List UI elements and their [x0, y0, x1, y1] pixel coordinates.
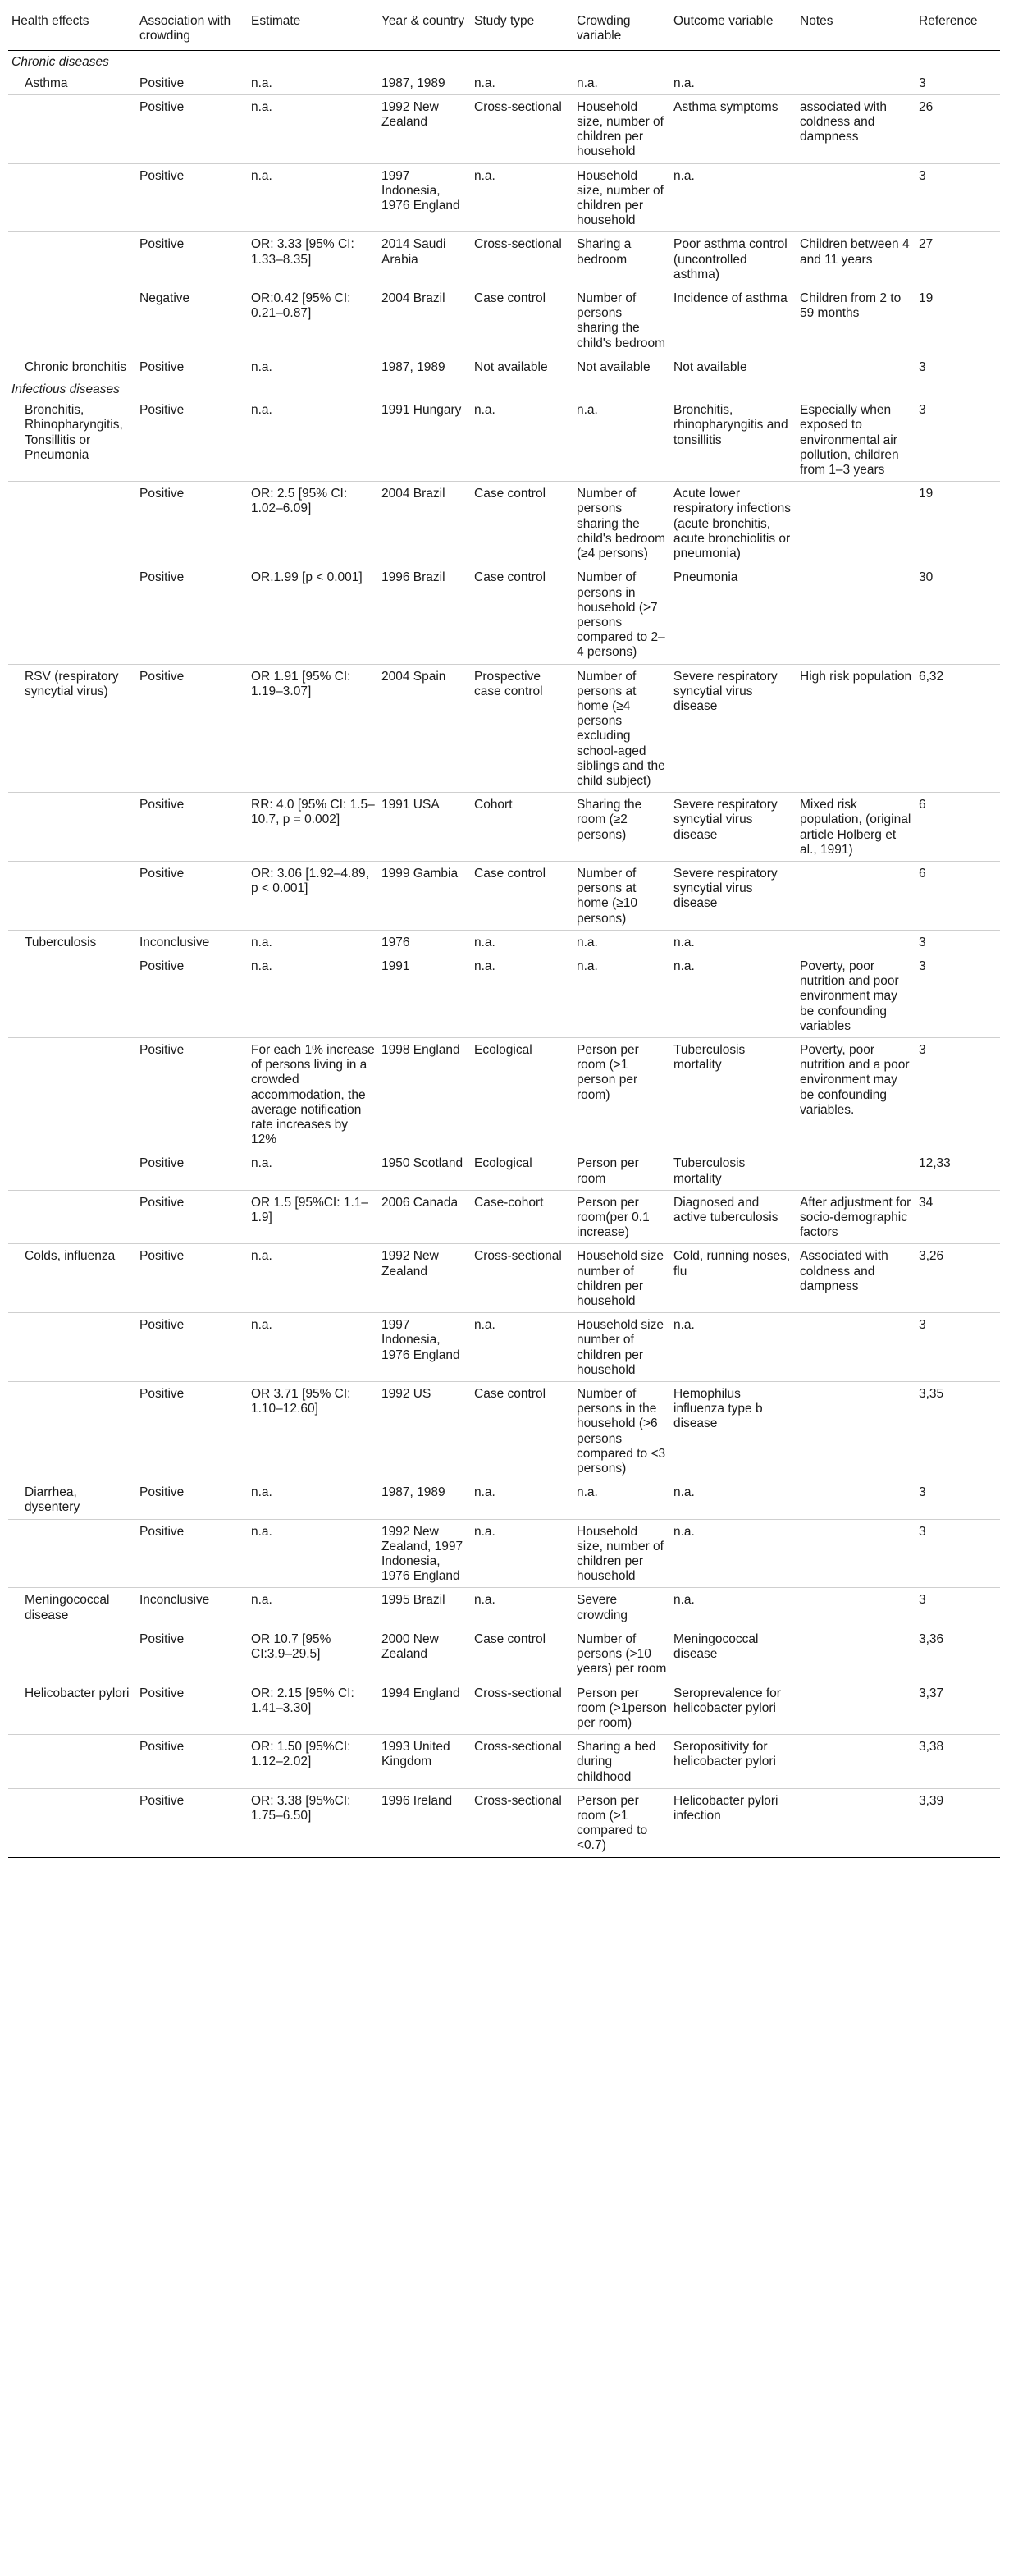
crowding-variable-cell: Household size, number of children per household: [573, 163, 670, 232]
year-country-cell: 2004 Brazil: [378, 482, 471, 565]
estimate-cell: n.a.: [248, 163, 378, 232]
header-outcome-variable: Outcome variable: [673, 14, 774, 28]
association-cell: Positive: [136, 793, 248, 862]
crowding-variable-cell: Household size, number of children per household: [573, 94, 670, 163]
outcome-variable-cell: n.a.: [670, 1588, 797, 1627]
reference-cell: 6: [915, 861, 1000, 930]
reference-cell: 3: [915, 1313, 1000, 1382]
association-cell: Positive: [136, 398, 248, 482]
reference-cell: 12,33: [915, 1151, 1000, 1190]
table-row: [8, 1735, 1000, 1789]
health-effect-cell: [8, 1788, 136, 1857]
table-row: [8, 232, 1000, 286]
notes-cell: [797, 1519, 915, 1588]
health-effect-cell: Meningococcal disease: [8, 1588, 136, 1627]
reference-cell: 3: [915, 1037, 1000, 1151]
notes-cell: [797, 1627, 915, 1681]
reference-cell: 3,38: [915, 1735, 1000, 1789]
category-row: [8, 378, 1000, 398]
crowding-variable-cell: Person per room (>1 compared to <0.7): [577, 1793, 648, 1853]
association-cell: Positive: [136, 71, 248, 95]
table-row: [8, 1037, 1000, 1151]
crowding-variable-cell: Number of persons (>10 years) per room: [573, 1627, 670, 1681]
estimate-cell: OR: 3.33 [95% CI: 1.33–8.35]: [248, 232, 378, 286]
crowding-variable-cell: Person per room(per 0.1 increase): [573, 1190, 670, 1244]
year-country-cell: 1996 Brazil: [378, 565, 471, 664]
year-country-cell: 1992 New Zealand: [378, 94, 471, 163]
year-country-cell: 1993 United Kingdom: [378, 1735, 471, 1789]
estimate-cell: n.a.: [248, 1244, 378, 1313]
year-country-cell: 1996 Ireland: [381, 1793, 453, 1808]
header-year-country: Year & country: [381, 14, 465, 28]
outcome-variable-cell: Tuberculosis mortality: [670, 1037, 797, 1151]
table-row: [8, 355, 1000, 378]
notes-cell: [797, 930, 915, 954]
notes-cell: Children between 4 and 11 years: [797, 232, 915, 286]
study-type-cell: n.a.: [471, 71, 573, 95]
reference-cell: 3: [915, 954, 1000, 1037]
year-country-cell: 2014 Saudi Arabia: [378, 232, 471, 286]
table-row: [8, 1382, 1000, 1480]
outcome-variable-cell: Hemophilus influenza type b disease: [670, 1382, 797, 1480]
study-type-cell: Case-cohort: [471, 1190, 573, 1244]
health-effect-cell: [8, 482, 136, 565]
association-cell: Inconclusive: [136, 930, 248, 954]
crowding-variable-cell: n.a.: [573, 954, 670, 1037]
association-cell: Negative: [136, 286, 248, 355]
health-effect-cell: [8, 1190, 136, 1244]
year-country-cell: 2004 Spain: [378, 664, 471, 793]
table-row: [8, 1588, 1000, 1627]
crowding-variable-cell: Person per room (>1person per room): [573, 1681, 670, 1735]
study-type-cell: n.a.: [471, 163, 573, 232]
association-cell: Positive: [136, 565, 248, 664]
study-type-cell: Cross-sectional: [474, 1793, 562, 1808]
header-health-effects: Health effects: [11, 14, 89, 28]
outcome-variable-cell: Seroprevalence for helicobacter pylori: [670, 1681, 797, 1735]
table-row: [8, 930, 1000, 954]
estimate-cell: n.a.: [248, 954, 378, 1037]
crowding-variable-cell: Person per room (>1 person per room): [573, 1037, 670, 1151]
estimate-cell: n.a.: [248, 398, 378, 482]
association-cell: Positive: [136, 94, 248, 163]
year-country-cell: 1950 Scotland: [378, 1151, 471, 1190]
health-effect-cell: [8, 163, 136, 232]
outcome-variable-cell: Bronchitis, rhinopharyngitis and tonsillitis: [670, 398, 797, 482]
notes-cell: [797, 565, 915, 664]
association-cell: Positive: [136, 232, 248, 286]
crowding-variable-cell: Severe crowding: [573, 1588, 670, 1627]
health-effect-cell: [8, 1382, 136, 1480]
notes-cell: After adjustment for socio-demographic factors: [797, 1190, 915, 1244]
notes-cell: [797, 1151, 915, 1190]
estimate-cell: OR 1.91 [95% CI: 1.19–3.07]: [248, 664, 378, 793]
notes-cell: [797, 1735, 915, 1789]
crowding-variable-cell: n.a.: [573, 930, 670, 954]
health-effect-cell: Diarrhea, dysentery: [8, 1480, 136, 1519]
health-effect-cell: [8, 1627, 136, 1681]
crowding-variable-cell: n.a.: [573, 71, 670, 95]
notes-cell: [797, 1681, 915, 1735]
table-row: [8, 565, 1000, 664]
association-cell: Positive: [136, 1735, 248, 1789]
reference-cell: 3: [915, 163, 1000, 232]
reference-cell: 3: [915, 930, 1000, 954]
year-country-cell: 1998 England: [378, 1037, 471, 1151]
outcome-variable-cell: Severe respiratory syncytial virus disease: [670, 861, 797, 930]
study-type-cell: Case control: [471, 1627, 573, 1681]
crowding-variable-cell: Household size, number of children per household: [573, 1519, 670, 1588]
estimate-cell: OR: 3.38 [95%CI: 1.75–6.50]: [251, 1793, 351, 1823]
year-country-cell: 1991 Hungary: [378, 398, 471, 482]
health-effect-cell: Tuberculosis: [8, 930, 136, 954]
year-country-cell: 1997 Indonesia, 1976 England: [378, 1313, 471, 1382]
outcome-variable-cell: Severe respiratory syncytial virus disease: [670, 664, 797, 793]
reference-cell: 3: [915, 1519, 1000, 1588]
estimate-cell: OR:0.42 [95% CI: 0.21–0.87]: [248, 286, 378, 355]
table-row: [8, 1151, 1000, 1190]
crowding-variable-cell: Sharing the room (≥2 persons): [573, 793, 670, 862]
outcome-variable-cell: Seropositivity for helicobacter pylori: [670, 1735, 797, 1789]
association-cell: Positive: [136, 1244, 248, 1313]
table-header: [8, 7, 1000, 51]
table-row: [8, 94, 1000, 163]
table-row: [8, 1244, 1000, 1313]
association-cell: Positive: [136, 1681, 248, 1735]
table-row: [8, 1313, 1000, 1382]
crowding-variable-cell: Number of persons in the household (>6 persons compared to <3 persons): [573, 1382, 670, 1480]
table-row: [8, 1788, 1000, 1857]
table-row: [8, 1190, 1000, 1244]
notes-cell: [797, 1382, 915, 1480]
crowding-variable-cell: Sharing a bed during childhood: [573, 1735, 670, 1789]
health-effect-cell: [8, 1151, 136, 1190]
study-type-cell: Ecological: [471, 1037, 573, 1151]
reference-cell: 3: [915, 1480, 1000, 1519]
crowding-variable-cell: n.a.: [573, 1480, 670, 1519]
health-effect-cell: [8, 1037, 136, 1151]
health-effect-cell: Asthma: [8, 71, 136, 95]
crowding-variable-cell: Household size number of children per household: [573, 1244, 670, 1313]
estimate-cell: OR: 3.06 [1.92–4.89, p < 0.001]: [248, 861, 378, 930]
table-row: [8, 954, 1000, 1037]
reference-cell: 3,39: [919, 1793, 944, 1808]
association-cell: Positive: [136, 1382, 248, 1480]
study-type-cell: n.a.: [471, 1480, 573, 1519]
reference-cell: 3: [915, 398, 1000, 482]
association-cell: Positive: [136, 482, 248, 565]
crowding-variable-cell: Household size number of children per household: [573, 1313, 670, 1382]
association-cell: Positive: [136, 1519, 248, 1588]
health-effect-cell: [8, 1313, 136, 1382]
estimate-cell: OR.1.99 [p < 0.001]: [248, 565, 378, 664]
table-row: [8, 482, 1000, 565]
year-country-cell: 1987, 1989: [381, 359, 445, 374]
notes-cell: [797, 1313, 915, 1382]
year-country-cell: 1992 US: [378, 1382, 471, 1480]
study-type-cell: Cross-sectional: [471, 1735, 573, 1789]
table-row: [8, 1627, 1000, 1681]
reference-cell: 6,32: [915, 664, 1000, 793]
notes-cell: [797, 71, 915, 95]
health-effect-cell: [8, 1735, 136, 1789]
reference-cell: 3: [919, 359, 926, 374]
association-cell: Positive: [139, 1793, 185, 1808]
estimate-cell: OR 10.7 [95% CI:3.9–29.5]: [248, 1627, 378, 1681]
notes-cell: [797, 163, 915, 232]
health-effect-cell: [8, 286, 136, 355]
year-country-cell: 1992 New Zealand: [378, 1244, 471, 1313]
reference-cell: 6: [915, 793, 1000, 862]
notes-cell: [797, 482, 915, 565]
year-country-cell: 1992 New Zealand, 1997 Indonesia, 1976 England: [378, 1519, 471, 1588]
notes-cell: [797, 1788, 915, 1857]
outcome-variable-cell: n.a.: [670, 71, 797, 95]
study-type-cell: Cross-sectional: [471, 94, 573, 163]
reference-cell: 3: [915, 1588, 1000, 1627]
outcome-variable-cell: Pneumonia: [670, 565, 797, 664]
outcome-variable-cell: Meningococcal disease: [670, 1627, 797, 1681]
category-row: [8, 51, 1000, 71]
header-estimate: Estimate: [251, 14, 301, 28]
header-row: [8, 7, 1000, 51]
reference-cell: 30: [915, 565, 1000, 664]
estimate-cell: n.a.: [248, 1519, 378, 1588]
estimate-cell: OR: 2.15 [95% CI: 1.41–3.30]: [248, 1681, 378, 1735]
year-country-cell: 1987, 1989: [378, 71, 471, 95]
health-effect-cell: Helicobacter pylori: [8, 1681, 136, 1735]
study-type-cell: Cross-sectional: [471, 1244, 573, 1313]
outcome-variable-cell: Acute lower respiratory infections (acute bronchitis, acute bronchiolitis or pneumonia): [670, 482, 797, 565]
crowding-variable-cell: Number of persons in household (>7 persons compared to 2–4 persons): [573, 565, 670, 664]
study-type-cell: Cross-sectional: [471, 232, 573, 286]
study-type-cell: n.a.: [471, 954, 573, 1037]
header-notes: Notes: [800, 14, 833, 28]
crowding-variable-cell: Sharing a bedroom: [573, 232, 670, 286]
association-cell: Positive: [136, 664, 248, 793]
reference-cell: 3: [915, 71, 1000, 95]
reference-cell: 19: [915, 482, 1000, 565]
estimate-cell: n.a.: [248, 1588, 378, 1627]
crowding-variable-cell: Number of persons at home (≥4 persons excluding school-aged siblings and the child subject): [573, 664, 670, 793]
study-type-cell: n.a.: [471, 1313, 573, 1382]
reference-cell: 3,26: [915, 1244, 1000, 1313]
table-body: [8, 51, 1000, 1857]
estimate-cell: n.a.: [248, 930, 378, 954]
crowding-variable-cell: Not available: [577, 359, 651, 374]
outcome-variable-cell: Diagnosed and active tuberculosis: [670, 1190, 797, 1244]
health-effect-cell: Chronic bronchitis: [25, 359, 127, 374]
estimate-cell: n.a.: [251, 359, 272, 374]
notes-cell: Poverty, poor nutrition and poor environment may be confounding variables: [797, 954, 915, 1037]
outcome-variable-cell: Tuberculosis mortality: [670, 1151, 797, 1190]
health-effect-cell: RSV (respiratory syncytial virus): [8, 664, 136, 793]
estimate-cell: OR 3.71 [95% CI: 1.10–12.60]: [248, 1382, 378, 1480]
crowding-variable-cell: Number of persons sharing the child's bedroom (≥4 persons): [573, 482, 670, 565]
year-country-cell: 1991: [378, 954, 471, 1037]
table-row: [8, 1519, 1000, 1588]
notes-cell: Poverty, poor nutrition and a poor environment may be confounding variables.: [797, 1037, 915, 1151]
outcome-variable-cell: n.a.: [670, 954, 797, 1037]
year-country-cell: 1987, 1989: [378, 1480, 471, 1519]
outcome-variable-cell: n.a.: [670, 1313, 797, 1382]
table-row: [8, 398, 1000, 482]
association-cell: Inconclusive: [136, 1588, 248, 1627]
estimate-cell: n.a.: [248, 1313, 378, 1382]
study-type-cell: Case control: [471, 861, 573, 930]
year-country-cell: 1999 Gambia: [378, 861, 471, 930]
estimate-cell: n.a.: [248, 94, 378, 163]
outcome-variable-cell: Cold, running noses, flu: [670, 1244, 797, 1313]
health-effects-table: [8, 7, 1000, 1858]
header-reference: Reference: [919, 14, 978, 28]
notes-cell: [797, 1480, 915, 1519]
health-effect-cell: [8, 232, 136, 286]
notes-cell: [797, 1588, 915, 1627]
notes-cell: High risk population: [797, 664, 915, 793]
association-cell: Positive: [136, 954, 248, 1037]
estimate-cell: OR 1.5 [95%CI: 1.1–1.9]: [248, 1190, 378, 1244]
study-type-cell: Case control: [471, 286, 573, 355]
table-row: [8, 793, 1000, 862]
estimate-cell: OR: 1.50 [95%CI: 1.12–2.02]: [248, 1735, 378, 1789]
association-cell: Positive: [136, 163, 248, 232]
crowding-variable-cell: n.a.: [573, 398, 670, 482]
association-cell: Positive: [136, 1151, 248, 1190]
study-type-cell: n.a.: [471, 1588, 573, 1627]
study-type-cell: n.a.: [471, 930, 573, 954]
reference-cell: 3,37: [915, 1681, 1000, 1735]
health-effect-cell: [8, 861, 136, 930]
crowding-variable-cell: Number of persons sharing the child's bedroom: [573, 286, 670, 355]
health-effect-cell: Bronchitis, Rhinopharyngitis, Tonsillitis or Pneumonia: [8, 398, 136, 482]
reference-cell: 34: [915, 1190, 1000, 1244]
study-type-cell: Prospective case control: [471, 664, 573, 793]
category-label: Chronic diseases: [11, 55, 109, 70]
crowding-variable-cell: Number of persons at home (≥10 persons): [573, 861, 670, 930]
health-effect-cell: [8, 793, 136, 862]
header-association: Association with crowding: [139, 14, 231, 43]
outcome-variable-cell: Not available: [673, 359, 747, 374]
crowding-variable-cell: Person per room: [573, 1151, 670, 1190]
study-type-cell: Case control: [471, 565, 573, 664]
outcome-variable-cell: Severe respiratory syncytial virus disease: [670, 793, 797, 862]
reference-cell: 26: [915, 94, 1000, 163]
health-effect-cell: [8, 954, 136, 1037]
study-type-cell: Ecological: [471, 1151, 573, 1190]
year-country-cell: 1991 USA: [378, 793, 471, 862]
table-row: [8, 1681, 1000, 1735]
study-type-cell: Cross-sectional: [471, 1681, 573, 1735]
year-country-cell: 2006 Canada: [378, 1190, 471, 1244]
year-country-cell: 1994 England: [378, 1681, 471, 1735]
header-crowding-variable: Crowding variable: [577, 14, 631, 43]
year-country-cell: 2004 Brazil: [378, 286, 471, 355]
study-type-cell: Case control: [471, 482, 573, 565]
study-type-cell: Not available: [474, 359, 548, 374]
year-country-cell: 1995 Brazil: [378, 1588, 471, 1627]
outcome-variable-cell: Incidence of asthma: [670, 286, 797, 355]
health-effect-cell: [8, 94, 136, 163]
estimate-cell: RR: 4.0 [95% CI: 1.5–10.7, p = 0.002]: [248, 793, 378, 862]
notes-cell: Children from 2 to 59 months: [797, 286, 915, 355]
table-row: [8, 664, 1000, 793]
outcome-variable-cell: n.a.: [670, 163, 797, 232]
association-cell: Positive: [136, 861, 248, 930]
outcome-variable-cell: Asthma symptoms: [670, 94, 797, 163]
table-row: [8, 1480, 1000, 1519]
notes-cell: Associated with coldness and dampness: [797, 1244, 915, 1313]
outcome-variable-cell: Poor asthma control (uncontrolled asthma): [670, 232, 797, 286]
association-cell: Positive: [136, 1480, 248, 1519]
table-row: [8, 71, 1000, 95]
reference-cell: 27: [915, 232, 1000, 286]
estimate-cell: n.a.: [248, 1151, 378, 1190]
year-country-cell: 1997 Indonesia, 1976 England: [378, 163, 471, 232]
outcome-variable-cell: Helicobacter pylori infection: [673, 1793, 778, 1823]
table-row: [8, 163, 1000, 232]
reference-cell: 19: [915, 286, 1000, 355]
health-effect-cell: [8, 1519, 136, 1588]
health-effect-cell: Colds, influenza: [8, 1244, 136, 1313]
outcome-variable-cell: n.a.: [670, 1519, 797, 1588]
estimate-cell: OR: 2.5 [95% CI: 1.02–6.09]: [248, 482, 378, 565]
notes-cell: [797, 861, 915, 930]
association-cell: Positive: [136, 1037, 248, 1151]
association-cell: Positive: [136, 1627, 248, 1681]
association-cell: Positive: [139, 359, 185, 374]
year-country-cell: 2000 New Zealand: [378, 1627, 471, 1681]
association-cell: Positive: [136, 1313, 248, 1382]
study-type-cell: n.a.: [471, 1519, 573, 1588]
notes-cell: associated with coldness and dampness: [797, 94, 915, 163]
reference-cell: 3,35: [915, 1382, 1000, 1480]
header-study-type: Study type: [474, 14, 535, 28]
study-type-cell: n.a.: [471, 398, 573, 482]
year-country-cell: 1976: [378, 930, 471, 954]
estimate-cell: n.a.: [248, 1480, 378, 1519]
estimate-cell: n.a.: [248, 71, 378, 95]
notes-cell: Especially when exposed to environmental air pollution, children from 1–3 years: [797, 398, 915, 482]
estimate-cell: For each 1% increase of persons living in a crowded accommodation, the average notification rate increases by 12%: [248, 1037, 378, 1151]
association-cell: Positive: [136, 1190, 248, 1244]
table-row: [8, 861, 1000, 930]
outcome-variable-cell: n.a.: [670, 930, 797, 954]
study-type-cell: Cohort: [471, 793, 573, 862]
category-label: Infectious diseases: [11, 382, 120, 397]
outcome-variable-cell: n.a.: [670, 1480, 797, 1519]
table-row: [8, 286, 1000, 355]
health-effect-cell: [8, 565, 136, 664]
study-type-cell: Case control: [471, 1382, 573, 1480]
notes-cell: Mixed risk population, (original article Holberg et al., 1991): [797, 793, 915, 862]
reference-cell: 3,36: [915, 1627, 1000, 1681]
notes-cell: [797, 355, 915, 378]
